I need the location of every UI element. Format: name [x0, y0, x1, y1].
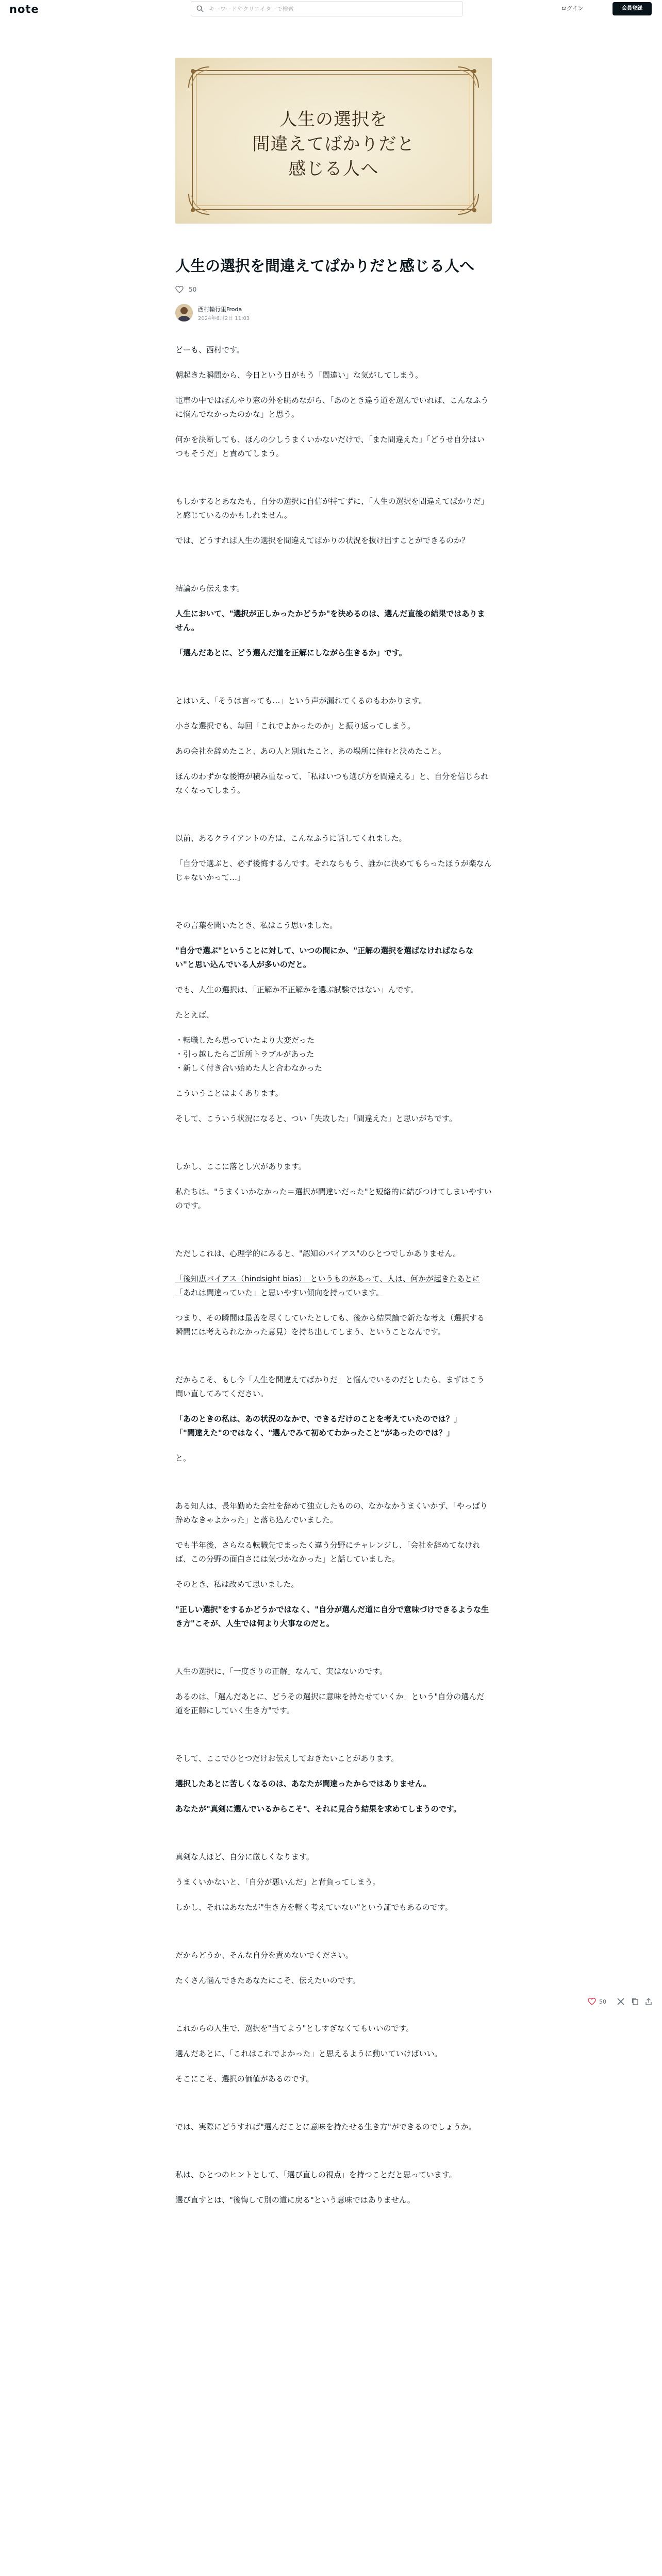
search-input[interactable] [209, 4, 451, 14]
article [175, 58, 492, 2218]
article-paragraph: 「選んだあとに、どう選んだ道を正解にしながら生きるか」です。 [175, 648, 407, 657]
hero-title [175, 107, 492, 181]
x-share-icon[interactable] [617, 1997, 625, 2006]
article-paragraph: "自分で選ぶ"ということに対して、いつの間にか、"正解の選択を選ばなければならない"と思い込んでいる人が多いのだと。 [175, 946, 474, 969]
article-paragraph: では、実際にどうすれば"選んだことに意味を持たせる生き方"ができるのでしょうか。 [175, 2122, 476, 2131]
article-paragraph: うまくいかないと、「自分が悪いんだ」と背負ってしまう。 [175, 1877, 380, 1887]
site-header [0, 0, 662, 19]
share-x-action[interactable] [617, 1996, 625, 2007]
article-paragraph: しかし、ここに落とし穴があります。 [175, 1162, 306, 1171]
copy-icon[interactable] [631, 1997, 639, 2006]
article-paragraph: その言葉を聞いたとき、私はこう思いました。 [175, 921, 338, 930]
article-paragraph: でも半年後、さらなる転職先でまったく違う分野にチャレンジし、「会社を辞めてなければ、この分野の面白さには気づかなかった」と話していました。 [175, 1540, 481, 1564]
article-paragraph: 結論から伝えます。 [175, 584, 244, 593]
section-gap [175, 1926, 492, 1948]
share-icon[interactable] [644, 1997, 653, 2006]
article-paragraph: "正しい選択"をするかどうかではなく、"自分が選んだ道に自分で意味づけできるような生き方"こそが、人生では何より大事なのだと。 [175, 1605, 489, 1628]
heart-icon[interactable] [588, 1997, 596, 2006]
article-paragraph: 選び直すとは、"後悔して別の道に戻る"という意味ではありません。 [175, 2195, 415, 2205]
copy-action[interactable] [631, 1996, 639, 2007]
article-paragraph: 「あのときの私は、あの状況のなかで、できるだけのことを考えていたのでは？」 「"間違えた"のではなく、"選んでみて初めてわかったこと"があったのでは？」 [175, 1414, 461, 1437]
article-paragraph: 朝起きた瞬間から、今日という日がもう「間違い」な気がしてしまう。 [175, 370, 423, 380]
article-paragraph: とはいえ、「そうは言っても…」という声が漏れてくるのもわかります。 [175, 696, 427, 705]
article-paragraph: たとえば、 [175, 1010, 214, 1020]
hero-image [175, 58, 492, 224]
section-gap [175, 1350, 492, 1373]
logo-text[interactable]: note [9, 3, 39, 15]
section-gap [175, 559, 492, 582]
article-paragraph: そこにこそ、選択の価値があるのです。 [175, 2074, 314, 2083]
side-actions [588, 1996, 655, 2008]
article-paragraph: ある知人は、長年勤めた会社を辞めて独立したものの、なかなかうまくいかず、「やっぱり辞めなきゃよかった」と落ち込んでいました。 [175, 1501, 488, 1524]
like-count: 50 [189, 286, 197, 293]
ornament-icon [456, 192, 481, 216]
article-paragraph: あるのは、「選んだあとに、どうその選択に意味を持たせていくか」という"自分の選んだ道を正解にしていく生き方"です。 [175, 1692, 485, 1715]
section-gap [175, 472, 492, 495]
ornament-icon [187, 65, 211, 90]
section-gap [175, 2097, 492, 2120]
article-paragraph: ただしこれは、心理学的にみると、"認知のバイアス"のひとつでしかありません。 [175, 1249, 461, 1258]
article-paragraph: ほんのわずかな後悔が積み重なって、「私はいつも選び方を間違える」と、自分を信じられなくなってしまう。 [175, 772, 489, 795]
signup-button[interactable]: 会員登録 [613, 2, 652, 15]
avatar[interactable] [175, 304, 193, 321]
like-action[interactable] [588, 1996, 606, 2007]
article-paragraph: 以前、あるクライアントの方は、こんなふうに話してくれました。 [175, 834, 407, 843]
author-name[interactable]: 西村輪行里Froda [198, 306, 242, 313]
section-gap [175, 809, 492, 832]
share-action[interactable] [644, 1996, 653, 2007]
hero-title-line: 人生の選択を [279, 109, 388, 130]
article-paragraph: 選んだあとに、「これはこれでよかった」と思えるように動いていけばいい。 [175, 2049, 442, 2058]
like-count: 50 [599, 1998, 606, 2005]
article-paragraph: どーも、西村です。 [175, 345, 244, 354]
article-paragraph: 私は、ひとつのヒントとして、「選び直しの視点」を持つことだと思っています。 [175, 2170, 457, 2179]
section-gap [175, 671, 492, 694]
author-block[interactable] [175, 304, 492, 323]
heart-icon[interactable] [175, 285, 184, 294]
section-gap [175, 1224, 492, 1247]
article-title: 人生の選択を間違えてばかりだと感じる人へ [175, 257, 475, 275]
article-paragraph: しかし、それはあなたが"生き方を軽く考えていない"という証でもあるのです。 [175, 1903, 453, 1912]
article-paragraph: そして、こういう状況になると、つい「失敗した」「間違えた」と思いがちです。 [175, 1114, 457, 1123]
article-paragraph: つまり、その瞬間は最善を尽くしていたとしても、後から結果論で新たな考え（選択する瞬間には考えられなかった意見）を持ち出してしまう、ということなんです。 [175, 1313, 485, 1336]
section-gap [175, 1827, 492, 1850]
article-paragraph: あなたが"真剣に選んでいるからこそ"、それに見合う結果を求めてしまうのです。 [175, 1804, 461, 1814]
search-box[interactable] [191, 1, 463, 16]
ornament-icon [187, 192, 211, 216]
article-paragraph: 「自分で選ぶと、必ず後悔するんです。それならもう、誰かに決めてもらったほうが楽なんじゃないかって…」 [175, 859, 492, 882]
article-paragraph: 人生において、"選択が正しかったかどうか"を決めるのは、選んだ直後の結果ではありません。 [175, 609, 485, 632]
section-gap [175, 1137, 492, 1160]
article-paragraph: 真剣な人ほど、自分に厳しくなります。 [175, 1852, 314, 1861]
article-paragraph: と。 [175, 1453, 191, 1463]
login-button[interactable]: ログイン [561, 5, 584, 12]
avatar-image [175, 304, 193, 321]
article-paragraph: あの会社を辞めたこと、あの人と別れたこと、あの場所に住むと決めたこと。 [175, 747, 446, 756]
article-paragraph: 何かを決断しても、ほんの少しうまくいかないだけで、「また間違えた」「どうせ自分はいつもそうだ」と責めてしまう。 [175, 435, 485, 458]
article-paragraph: だからこそ、もし今「人生を間違えてばかりだ」と悩んでいるのだとしたら、まずはこう問い直してみてください。 [175, 1375, 485, 1398]
article-paragraph: 選択したあとに苦しくなるのは、あなたが間違ったからではありません。 [175, 1779, 431, 1788]
section-gap [175, 1642, 492, 1665]
section-gap [175, 1477, 492, 1499]
article-paragraph: では、どうすれば人生の選択を間違えてばかりの状況を抜け出すことができるのか？ [175, 536, 470, 545]
section-gap [175, 2145, 492, 2168]
article-paragraph: 小さな選択でも、毎回「これでよかったのか」と振り返ってしまう。 [175, 721, 416, 731]
like-summary[interactable] [175, 284, 492, 295]
article-paragraph: たくさん悩んできたあなたにこそ、伝えたいのです。 [175, 1976, 360, 1985]
article-paragraph: そのとき、私は改めて思いました。 [175, 1580, 299, 1589]
section-gap [175, 896, 492, 919]
article-paragraph: これからの人生で、選択を"当てよう"としすぎなくてもいいのです。 [175, 2024, 414, 2033]
hero-title-line: 感じる人へ [288, 159, 379, 179]
article-body [175, 343, 492, 2207]
article-paragraph: だからどうか、そんな自分を責めないでください。 [175, 1951, 354, 1960]
article-paragraph: こういうことはよくあります。 [175, 1089, 283, 1098]
article-paragraph[interactable]: 「後知恵バイアス（hindsight bias）」というものがあって、人は、何かが起きたあとに「あれは間違っていた」と思いやすい傾向を持っています。 [175, 1274, 481, 1297]
article-paragraph: 人生の選択に、「一度きりの正解」なんて、実はないのです。 [175, 1667, 388, 1676]
publish-date: 2024年6月2日 11:03 [198, 316, 250, 321]
article-paragraph: もしかするとあなたも、自分の選択に自信が持てずに、「人生の選択を間違えてばかりだ」と感じているのかもしれません。 [175, 497, 489, 520]
search-icon [196, 5, 204, 12]
article-paragraph: 電車の中ではぼんやり窓の外を眺めながら、「あのとき違う道を選んでいれば、こんなふうに悩んでなかったのかな」と思う。 [175, 396, 489, 419]
article-paragraph: そして、ここでひとつだけお伝えしておきたいことがあります。 [175, 1754, 399, 1763]
article-paragraph: 私たちは、"うまくいかなかった＝選択が間違いだった"と短絡的に結びつけてしまいやすいのです。 [175, 1187, 492, 1210]
note-logo[interactable] [9, 3, 39, 15]
ornament-icon [456, 65, 481, 90]
hero-title-line: 間違えてばかりだと [252, 134, 415, 155]
section-gap [175, 1999, 492, 2022]
article-paragraph: でも、人生の選択は、「正解か不正解かを選ぶ試験ではない」んです。 [175, 985, 419, 994]
article-paragraph: ・転職したら思っていたより大変だった ・引っ越したらご近所トラブルがあった ・新しく付き合い始めた人と合わなかった [175, 1036, 323, 1073]
section-gap [175, 1729, 492, 1752]
